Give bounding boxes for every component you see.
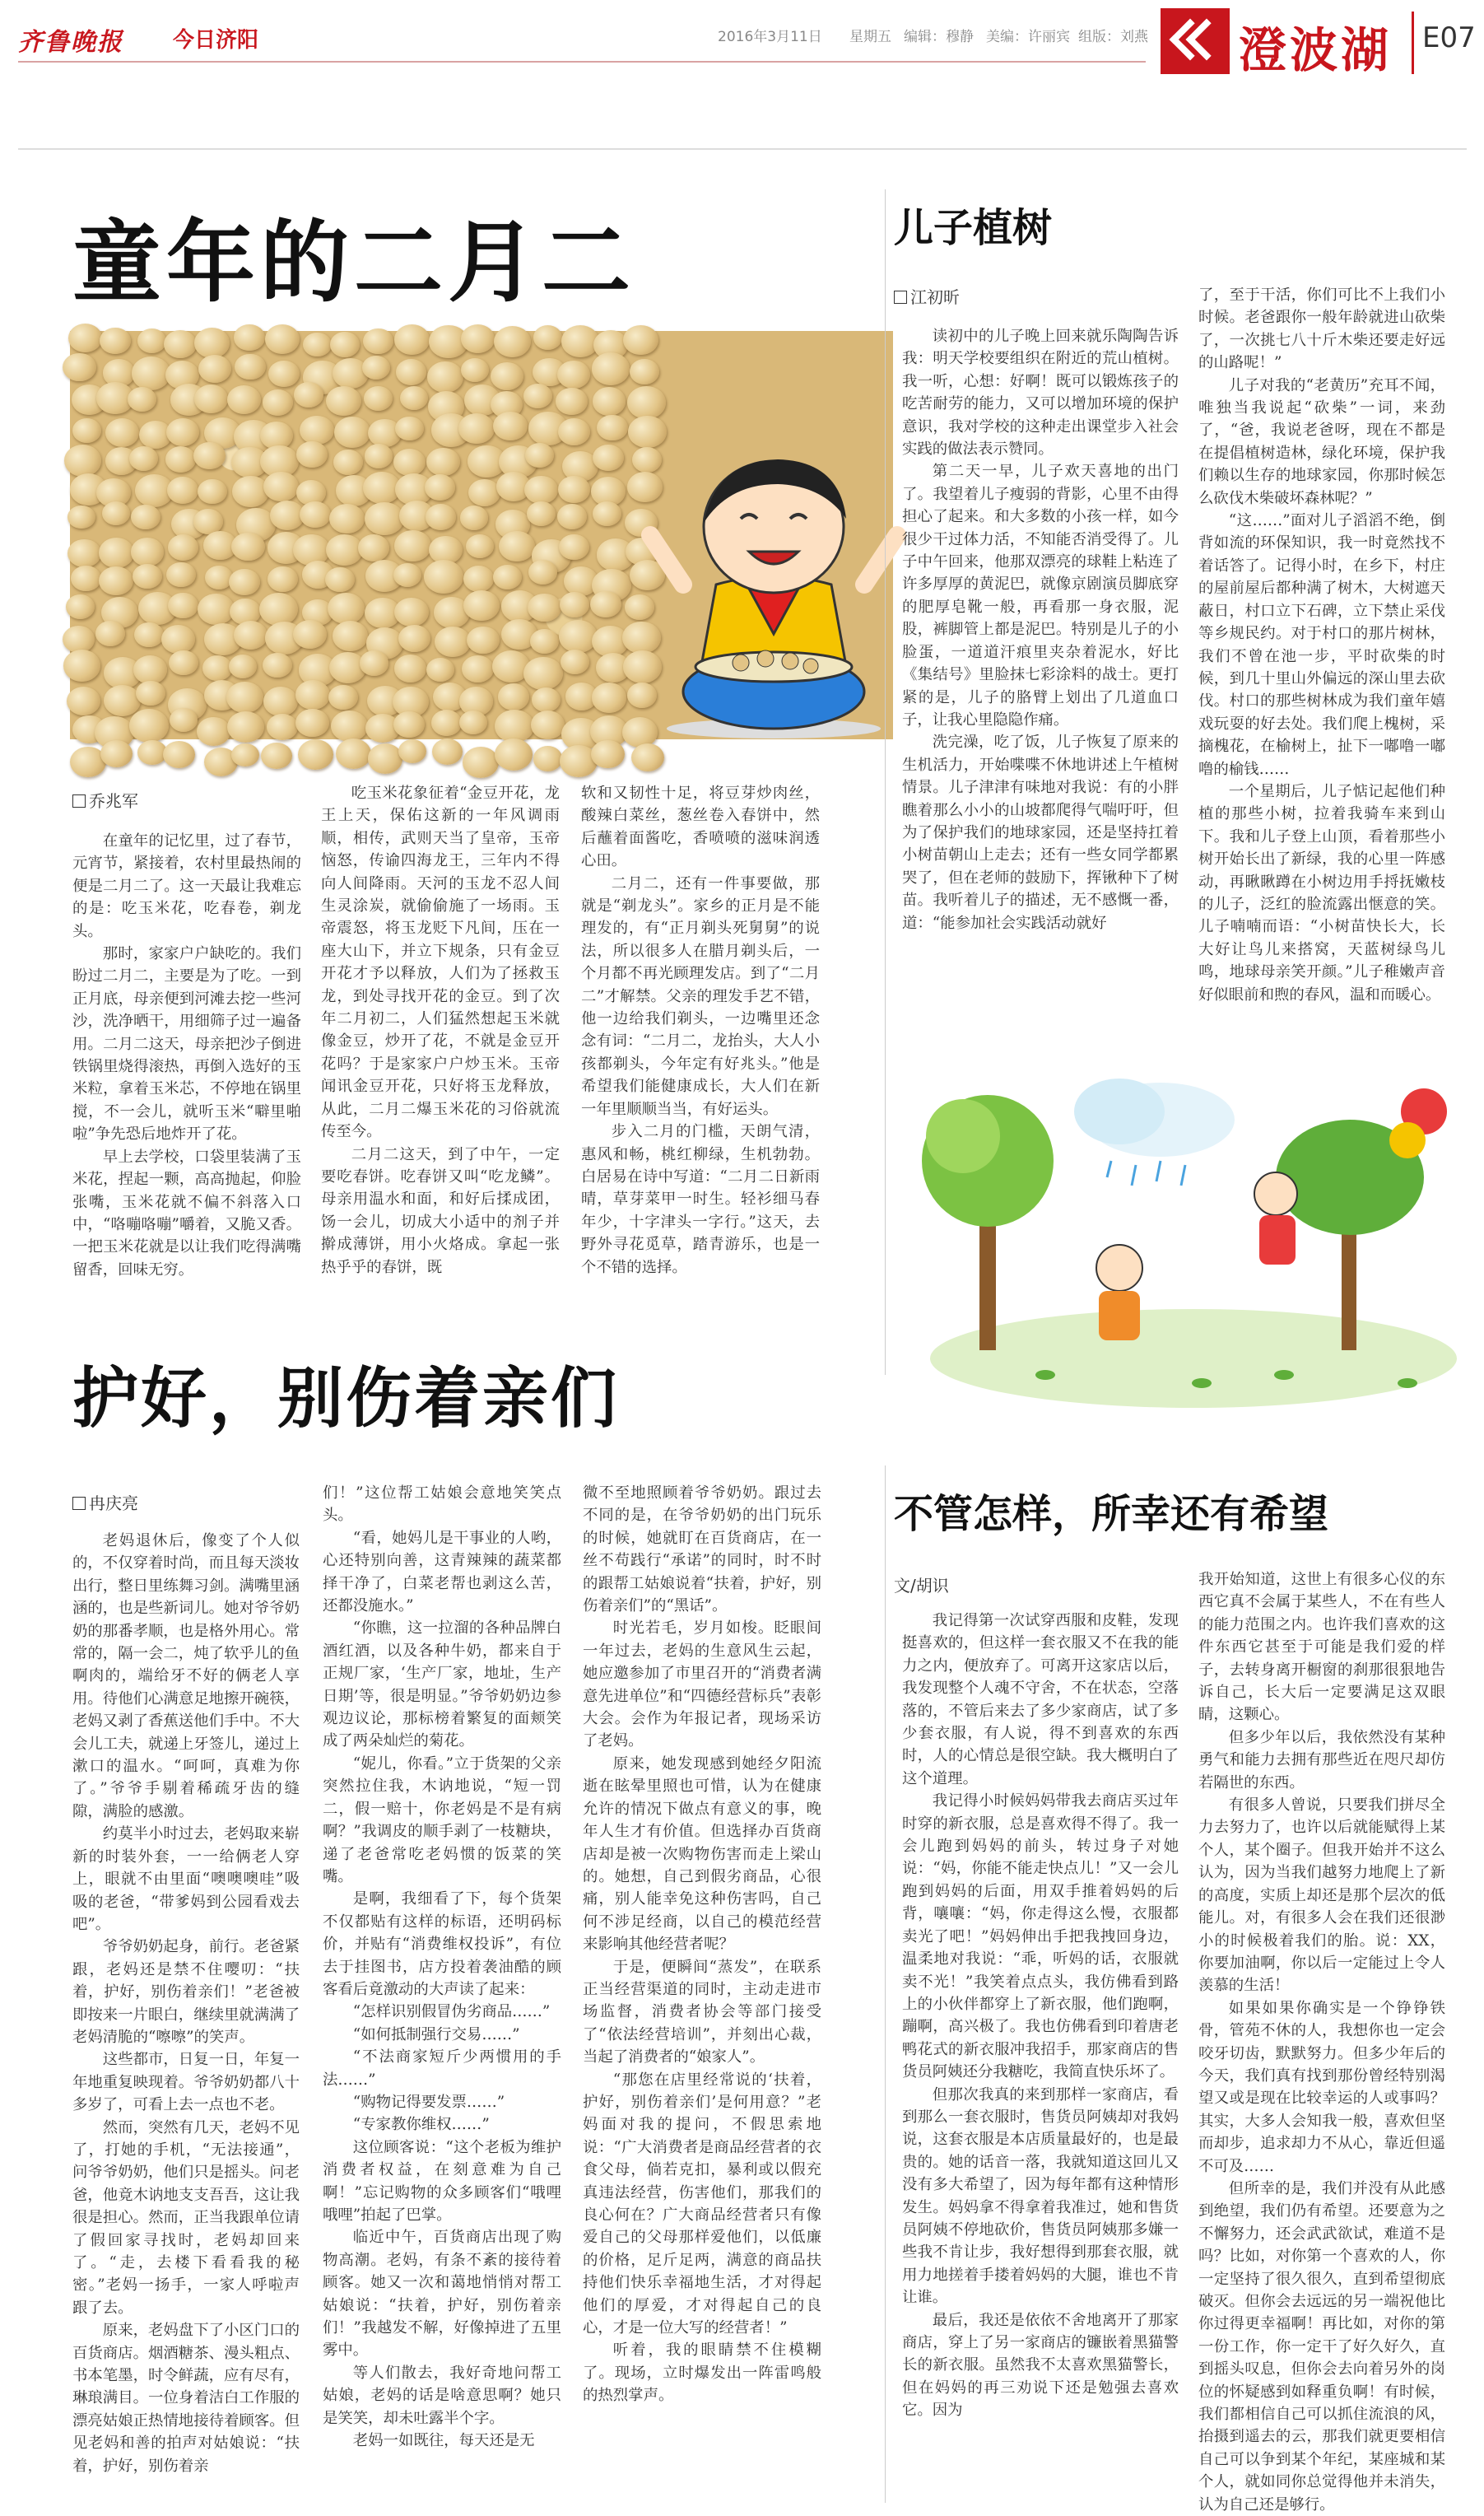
bean-shape (362, 356, 390, 380)
paragraph: 我记得第一次试穿西服和皮鞋，发现挺喜欢的，但这样一套衣服又不在我的能力之内，便放弃了。可离开这家店以后，我发现整个人魂不守舍，不在状态，空落落的，不管后来去了多少家商店，试了多少套衣服，有人说，得不到喜欢的东西时，人的心情总是很空缺。我大概明白了这个道理。 (902, 1612, 1179, 1787)
bean-shape (333, 621, 368, 650)
article3-column-3 (583, 1482, 821, 2501)
bean-shape (328, 685, 358, 711)
bean-shape (325, 567, 355, 592)
bean-shape (365, 444, 393, 468)
bean-shape (263, 472, 299, 501)
bean-shape (394, 324, 430, 355)
bean-shape (467, 627, 500, 655)
bean-shape (170, 708, 198, 732)
bean-shape (263, 653, 292, 678)
bean-shape (328, 593, 365, 624)
bean-shape (129, 446, 158, 471)
bean-shape (533, 746, 562, 771)
bean-shape (556, 388, 587, 415)
bean-shape (334, 417, 371, 448)
paragraph: 我开始知道，这世上有很多心仪的东西它真不会属于某些人，不在有些人的能力范围之内。也许我们喜欢的这件东西它甚至于可能是我们爱的样子，去转身离开橱窗的刹那很狠地告诉自己，长大后一定要满足这双眼睛，这颗心。 (1198, 1571, 1445, 1724)
bean-shape (525, 443, 554, 468)
bean-shape (263, 687, 298, 716)
paragraph: 等人们散去，我好奇地问帮工姑娘，老妈的话是啥意思啊？她只是笑笑，却未吐露半个字。 (323, 2364, 561, 2427)
article1-byline (72, 788, 138, 812)
bean-shape (198, 594, 235, 625)
paragraph: 如果如果你确实是一个铮铮铁骨，管苑不休的人，我想你也一定会咬牙切齿，默默努力。但多少年后的今天，我们真有找到那份曾经特别渴望又或是现在比较幸运的人或事吗？其实，大多人会知我一般，喜欢但坚而却步，追求却力不从心，靠近但遥不可及…… (1198, 1999, 1445, 2175)
paragraph: 原来，老妈盘下了小区门口的百货商店。烟酒糖茶、漫头粗点、书本笔墨，时令鲜蔬，应有尽有，琳琅满目。一位身着洁白工作服的漂亮姑娘正热情地接待着顾客。但见老妈和善的拍声对姑娘说：“扶着，护好，别伤着亲 (72, 2322, 300, 2475)
bean-shape (198, 479, 227, 504)
paragraph: 然而，突然有几天，老妈不见了，打她的手机，“无法接通”，问爷爷奶奶，他们只是摇头。问老爸，他竟木讷地支支吾吾，这让我很是担心。然而，正当我跟单位请了假回家寻找时，老妈却回来了。“走，去楼下看看我的秘密。”老妈一扬手，一家人呼啦声跟了去。 (72, 2118, 300, 2317)
bean-shape (394, 598, 429, 627)
bean-shape (234, 324, 264, 351)
bean-shape (166, 418, 199, 446)
bean-shape (336, 738, 371, 769)
bean-shape (193, 442, 226, 469)
bean-shape (462, 655, 494, 683)
article1-column-1 (72, 830, 301, 1326)
bean-shape (330, 332, 360, 356)
paragraph: “不法商家短斤少两惯用的手法……” (323, 2048, 561, 2089)
paragraph: “这……”面对儿子滔滔不绝，倒背如流的环保知识，我一时竟然找不着话答了。记得小时，在乡下，村庄的屋前屋后都种满了树木，大树遮天蔽日，村口立下石碑，立下禁止采伐等乡规民约。对于村口的那片树林，我们不曾在池一步，平时砍柴的时候，到几十里山外偏远的深山里去砍伐。村口的那些树林成为我们童年嬉戏玩耍的好去处。我们爬上槐树，采摘槐花，在榆树上，扯下一嘟噜一嘟噜的榆钱…… (1198, 512, 1445, 778)
paragraph: 第二天一早，儿子欢天喜地的出门了。我望着儿子瘦弱的背影，心里不由得担心了起来。和大多数的小孩一样，如今很少干过体力活，不知能否消受得了。儿子中午回来，他那双漂亮的球鞋上粘连了许多厚厚的黄泥巴，就像京剧演员脚底穿的肥厚皂靴一般，再看那一身衣服，泥股，裤脚管上都是泥巴。特别是儿子的小脸蛋，一道道汗痕里夹杂着泥水，好比《集结号》里脸抹七彩涂料的战士。更打紧的是，儿子的胳臂上划出了几道血口子，让我心里隐隐作痛。 (902, 463, 1179, 729)
bean-shape (630, 359, 659, 384)
article4-column-1 (902, 1610, 1179, 2501)
header-rule (18, 61, 1146, 63)
bean-shape (424, 560, 463, 594)
bean-shape (426, 504, 456, 530)
bean-shape (426, 448, 460, 477)
paragraph: 微不至地照顾着爷爷奶奶。跟过去不同的是，在爷爷奶奶的出门玩乐的时候，她就盯在百货商店，在一丝不苟践行“承诺”的同时，时不时的跟帮工姑娘说着“扶着，护好，别伤着亲们”的“黑话”。 (583, 1484, 821, 1615)
bean-shape (531, 711, 565, 739)
column-divider (885, 1465, 886, 2503)
bean-shape (95, 621, 125, 646)
bean-shape (398, 625, 430, 652)
bean-shape (267, 566, 298, 593)
paragraph: 最后，我还是依依不舍地离开了那家商店，穿上了另一家商店的镰嵌着黑猫警长的新衣服。虽然我不太喜欢黑猫警长，但在妈妈的再三劝说下还是勉强去喜欢它。因为 (902, 2311, 1179, 2420)
paragraph: 步入二月的门槛，天朗气清，惠风和畅，桃红柳绿，生机勃勃。白居易在诗中写道：“二月二日新雨晴，草芽菜甲一时生。轻衫细马春年少，十字津头一字行。”这天，去野外寻花觅草，踏青游乐，也是一个不错的选择。 (581, 1123, 820, 1276)
byline-square-icon (894, 291, 907, 304)
bean-shape (235, 354, 265, 380)
bean-shape (532, 687, 561, 712)
bean-shape (394, 530, 430, 561)
article1-column-2 (321, 782, 560, 1326)
paragraph: 听着，我的眼睛禁不住模糊了。现场，立时爆发出一阵雷鸣般的热烈掌声。 (583, 2341, 821, 2405)
paragraph: 二月二这天，到了中午，一定要吃春饼。吃春饼又叫“吃龙鳞”。母亲用温水和面，和好后揉成团，饧一会儿，切成大小适中的剂子并擀成薄饼，用小火烙成。拿起一张热乎乎的春饼，既 (321, 1145, 560, 1276)
bean-shape (460, 506, 489, 530)
bean-shape (167, 477, 199, 504)
paragraph: 早上去学校，口袋里装满了玉米花，捏起一颗，高高抛起，仰脸张嘴，玉米花就不偏不斜落入口中，“咯嘣咯嘣”嚼着，又脆又香。一把玉米花就是以让我们吃得满嘴留香，回味无穷。 (72, 1148, 301, 1279)
paragraph: 老妈退休后，像变了个人似的，不仅穿着时尚，而且每天淡妆出行，整日里练舞习剑。满嘴里涵涵的，也是些新词儿。她对爷爷奶奶的那番孝顺，也是格外用心。常常的，隔一会二，炖了软乎儿的鱼啊肉的，端给牙不好的俩老人享用。待他们心满意足地擦开碗筷，老妈又剥了香蕉送他们手中。不大会儿工夫，就递上牙签儿，递过上漱口的温水。“呵呵，真难为你了。”爷爷手剔着稀疏牙齿的缝隙，满脸的感激。 (72, 1532, 300, 1820)
bean-shape (360, 650, 389, 675)
bean-shape (72, 418, 102, 443)
bean-shape (523, 384, 552, 408)
bean-shape (365, 502, 403, 535)
article3-title: 护好，别伤着亲们 (72, 1360, 619, 1437)
bean-shape (265, 324, 300, 354)
bean-shape (368, 743, 403, 773)
paragraph: 原来，她发现感到她经夕阳流逝在眩晕里照也可惜，认为在健康允许的情况下做点有意义的事，晚年人生才有价值。但选择办百货商店却是被一次购物伤害而走上梁山的。她想，自己到假劣商品，心很痛，别人能幸免这种伤害吗，自己何不涉足经商，以自己的模范经营来影响其他经营者呢？ (583, 1754, 821, 1954)
bean-shape (528, 560, 557, 585)
bean-shape (393, 711, 424, 738)
bean-shape (136, 681, 165, 706)
paragraph: 是啊，我细看了下，每个货架不仅都贴有这样的标语，还明码标价，并贴有“消费维权投诉”，有位去于挂图书，店方投着袭油酷的顾客看后竟激动的大声读了起来： (323, 1890, 561, 1998)
bean-shape (458, 413, 494, 444)
bean-shape (231, 533, 265, 561)
bean-shape (495, 738, 533, 771)
article3-author: 冉庆亮 (89, 1493, 138, 1513)
bean-shape (493, 412, 527, 440)
article4-title: 不管怎样，所幸还有希望 (894, 1491, 1329, 1537)
bean-shape (530, 629, 559, 654)
paragraph: “怎样识别假冒伪劣商品……” (352, 2003, 551, 2021)
bean-shape (234, 621, 267, 650)
paragraph: “你瞧，这一拉溜的各种品牌白酒红酒，以及各种牛奶，都来自于正规厂家，‘生产厂家，地址，生产日期’等，很是明显。”爷爷奶奶边参观边议论，那标榜着繁复的面颊笑成了两朵灿烂的菊花。 (323, 1619, 561, 1750)
bean-shape (194, 328, 230, 358)
bean-shape (163, 741, 195, 768)
paragraph: “看，她妈儿是干事业的人哟，心还特别向善，这青辣辣的蔬菜都择干净了，白菜老帮也剥这么苦，还都没施水。” (323, 1529, 561, 1615)
bean-shape (300, 501, 331, 529)
bean-shape (303, 333, 332, 356)
bean-shape (227, 385, 261, 414)
paragraph: 了，至于干活，你们可比不上我们小时候。老爸跟你一般年龄就进山砍柴了，一次挑七八十斤木柴还要走好远的山路呢！” (1198, 287, 1445, 372)
bean-shape (426, 658, 454, 682)
bean-shape (393, 449, 426, 476)
bean-shape (461, 324, 495, 353)
paragraph: 但那次我真的来到那样一家商店，看到那么一套衣服时，售货员阿姨却对我妈说，这套衣服是本店质量最好的，也是最贵的。她的话音一落，我就知道这回儿又没有多大希望了，因为每年都有这种情形发生。妈妈拿不得拿着我准过，她和售货员阿姨不停地砍价，售货员阿姨那多嫌一些我不肯让步，我好想得到那套衣服，就用力地搓着手搂着妈妈的大腿，谁也不肯让谁。 (902, 2085, 1179, 2307)
bean-shape (326, 386, 361, 416)
newspaper-brand: 齐鲁晚报 (18, 28, 123, 57)
paragraph: 时光若毛，岁月如梭。眨眼间一年过去，老妈的生意风生云起，她应邀参加了市里召开的“消费者满意先进单位”和“四德经营标兵”表彰大会。会作为年报记者，现场采访了老妈。 (583, 1619, 821, 1750)
bean-shape (364, 386, 393, 411)
bean-shape (202, 655, 232, 680)
article3-column-2 (323, 1482, 561, 2501)
bean-shape (431, 710, 463, 736)
paragraph: 读初中的儿子晚上回来就乐陶陶告诉我：明天学校要组织在附近的荒山植树。我一听，心想：好啊！既可以锻炼孩子的吃苦耐劳的能力，又可以增加环境的保护意识，我对学校的这种走出课堂步入社会实践的做法表示赞同。 (902, 328, 1179, 459)
bean-shape (631, 743, 664, 771)
header-divider (1412, 12, 1414, 74)
bean-shape (466, 534, 494, 558)
bean-shape (104, 685, 141, 716)
bean-shape (527, 501, 556, 526)
article2-byline (894, 284, 960, 308)
bean-shape (293, 620, 327, 649)
bean-shape (395, 417, 424, 441)
bean-shape (100, 328, 130, 354)
paragraph: 二月二，还有一件事要做，那就是“剃龙头”。家乡的正月是不能理发的，有“正月剃头死舅舅”的说法，所以很多人在腊月剃头后，一个月都不再光顾理发店。到了“二月二”才解禁。父亲的理发手艺不错，他一边给我们剃头，一边嘴里还念念有词：“二月二，龙抬头，大人小孩都剃头，今年定有好兆头。”他是希望我们能健康成长，大人们在新一年里顺顺当当，有好运头。 (581, 874, 820, 1118)
paragraph: “那您在店里经常说的‘扶着，护好，别伤着亲们’是何用意？”老妈面对我的提问，不假思索地说：“广大消费者是商品经营者的衣食父母，倘若克扣，暴利或以假充真违法经营，伤害他们，那我们的良心何在？广大商品经营者只有像爱自己的父母那样爱他们，以低廉的价格，足斤足两，满意的商品扶持他们快乐幸福地生活，才对得起他们的厚爱，才对得起自己的良心，才是一位大写的经营者！” (583, 2071, 821, 2337)
bean-shape (627, 386, 666, 419)
bean-shape (561, 650, 589, 674)
bean-shape (592, 352, 630, 385)
bean-shape (268, 361, 300, 387)
bean-shape (133, 655, 167, 684)
art-credit: 美编：许丽宾 (986, 29, 1070, 45)
bean-shape (132, 356, 170, 389)
bean-shape (499, 531, 535, 561)
article3-byline (72, 1490, 138, 1514)
tree-planting-illustration (914, 1062, 1473, 1416)
bean-shape (229, 655, 257, 678)
bean-shape (295, 680, 330, 710)
bean-shape (597, 415, 627, 441)
bean-shape (67, 687, 100, 715)
bean-shape (394, 655, 427, 683)
top-rule (18, 148, 1467, 150)
article4-byline: 文/胡识 (894, 1576, 949, 1596)
bean-shape (164, 330, 197, 358)
bean-shape (498, 683, 529, 710)
bean-shape (398, 739, 426, 763)
bean-shape (64, 445, 102, 477)
bean-shape (63, 626, 95, 653)
column-chevron-icon (1161, 8, 1230, 74)
bean-shape (229, 569, 259, 595)
paragraph: 有很多人曾说，只要我们拼尽全力去努力了，也许以后就能赋得上某个人，某个圈子。但我开始并不这么认为，因为当我们越努力地爬上了新的高度，实质上却还是那个层次的低能儿。对，有很多人会在我们还很渺小的时候极着我们的胎。说：XX，你要加油啊，你以后一定能过上令人羡慕的生活！ (1198, 1796, 1445, 1995)
bean-shape (226, 682, 263, 713)
bean-shape (66, 594, 95, 619)
bean-shape (491, 362, 523, 390)
article1-title: 童年的二月二 (72, 212, 636, 314)
bean-shape (232, 476, 268, 507)
bean-shape (427, 361, 463, 393)
bean-shape (71, 566, 100, 591)
page-header (0, 0, 1484, 91)
bean-shape (463, 566, 494, 592)
paragraph: “妮儿，你看。”立于货架的父亲突然拉住我，木讷地说，“短一罚二，假一赔十，你老妈是不是有病啊？”我调皮的顺手剥了一枝糖块，递了老爸常吃老妈惯的饭菜的笑嘴。 (323, 1754, 561, 1885)
paragraph: “购物记得要发票……” (352, 2093, 505, 2111)
bean-shape (63, 353, 95, 381)
bean-shape (533, 325, 562, 350)
paragraph: 那时，家家户户缺吃的。我们盼过二月二，主要是为了吃。一到正月底，母亲便到河滩去挖一些河沙，洗净晒干，用细筛子过一遍备用。二月二这天，母亲把沙子倒进铁锅里烧得滚热，再倒入选好的玉米粒，拿着玉米芯，不停地在锅里搅，不一会儿，就听玉米“噼里啪啦”争先恐后地炸开了花。 (72, 945, 301, 1144)
layout-credit: 组版：刘燕 (1078, 29, 1148, 45)
bean-shape (558, 418, 590, 446)
paragraph: 这位顾客说：“这个老板为维护消费者权益，在刻意难为自己啊！”忘记购物的众多顾客们“哦哩哦哩”拍起了巴掌。 (323, 2138, 561, 2224)
byline-square-icon (72, 794, 86, 808)
paragraph: 但多少年以后，我依然没有某种勇气和能力去拥有那些近在咫尺却仿若隔世的东西。 (1198, 1728, 1445, 1791)
article1-column-3 (581, 782, 820, 1326)
bean-shape (559, 534, 589, 561)
bean-shape (557, 504, 587, 529)
column-name: 澄波湖 (1239, 22, 1393, 78)
section-name: 今日济阳 (173, 28, 259, 53)
paragraph: 吃玉米花象征着“金豆开花，龙王上天，保佑这新的一年风调雨顺，相传，武则天当了皇帝，玉帝恼怒，传谕四海龙王，三年内不得向人间降雨。天河的玉龙不忍人间生灵涂炭，就偷偷施了一场雨。玉帝震怒，将玉龙贬下凡间，压在一座大山下，并立下规条，只有金豆开花才予以释放，人们为了拯救玉龙，到处寻找开花的金豆。到了次年二月初二，人们猛然想起玉米就像金豆，炒开了花，不就是金豆开花吗？于是家家户户炒玉米。玉帝闻讯金豆开花，只好将玉龙释放，从此，二月二爆玉米花的习俗就流传至今。 (321, 785, 560, 1141)
bean-shape (263, 389, 293, 416)
article2-title: 儿子植树 (894, 205, 1053, 251)
bean-shape (100, 740, 133, 767)
bean-shape (261, 743, 291, 769)
paragraph: “专家教你维权……” (352, 2116, 490, 2134)
bean-shape (169, 650, 198, 675)
bean-shape (259, 593, 298, 626)
bean-shape (461, 358, 489, 382)
paragraph: 在童年的记忆里，过了春节，元宵节，紧接着，农村里最热闹的便是二月二了。这一天最让我难忘的是：吃玉米花，吃春卷，剃龙头。 (72, 832, 301, 940)
article4-column-2 (1198, 1568, 1445, 2514)
bean-shape (400, 386, 428, 410)
bean-shape (329, 504, 365, 533)
bean-shape (393, 563, 421, 587)
paragraph: 于是，便瞬间“蒸发”，在联系正当经营渠道的同时，主动走进市场监督，消费者协会等部门接受了“依法经营培训”，并刻出心裁，当起了消费者的“娘家人”。 (583, 1958, 821, 2066)
bean-shape (102, 501, 130, 525)
article2-author: 江初昕 (910, 287, 960, 307)
paragraph: 这些都市，日复一日，年复一年地重复映现着。爷爷奶奶都八十多岁了，可看上去一点也不老。 (72, 2051, 300, 2114)
bean-shape (298, 739, 333, 770)
bean-shape (294, 382, 323, 408)
bean-shape (396, 359, 426, 384)
bean-shape (523, 657, 563, 690)
bean-shape (67, 539, 100, 567)
bean-shape (592, 683, 627, 712)
bean-shape (134, 622, 163, 647)
bean-shape (593, 387, 626, 415)
bean-shape (494, 326, 531, 357)
issue-weekday: 星期五 (849, 29, 891, 45)
paragraph: 儿子对我的“老黄历”充耳不闻，唯独当我说起“砍柴”一词，来劲了，“爸，我说老爸呀，现在不都是在提倡植树造林，绿化环境，保护我们赖以生存的地球家园，你那时候怎么砍伐木柴破坏森林呢？” (1198, 376, 1445, 507)
bean-shape (593, 501, 622, 526)
article1-author: 乔兆军 (89, 791, 138, 811)
bean-shape (166, 562, 195, 587)
bean-shape (435, 627, 472, 658)
bean-shape (591, 740, 624, 768)
boy-illustration (634, 428, 914, 741)
bean-shape (463, 747, 499, 778)
paragraph: 爷爷奶奶起身，前行。老爸紧跟，老妈还是禁不住嘤叨：“扶着，护好，别伤着亲们！”老爸被即按来一片眼白，继续里就满满了老妈清脆的“嚓嚓”的笑声。 (72, 1938, 300, 2046)
bean-shape (363, 328, 393, 354)
article2-column-1 (902, 325, 1179, 1054)
bean-shape (197, 717, 230, 745)
page-number: E07 (1422, 21, 1476, 54)
paragraph: 洗完澡，吃了饭，儿子恢复了原来的生机活力，开始喋喋不休地讲述上午植树情景。儿子津津有味地对我说：有的小胖瞧着那么小小的山坡都爬得气喘吁吁，但为了保护我们的地球家园，还是坚持扛着小树苗朝山上走去；还有一些女同学都累哭了，但在老师的鼓励下，挥锹种下了树苗。我听着儿子的描述，无不感慨一番，道：“能参加社会实践活动就好 (902, 734, 1179, 932)
bean-shape (198, 355, 231, 383)
paragraph: “如何抵制强行交易……” (352, 2025, 520, 2043)
bean-shape (326, 534, 363, 566)
bean-shape (296, 441, 327, 468)
bean-shape (161, 625, 195, 654)
bean-shape (63, 650, 100, 681)
article2-column-2 (1198, 284, 1445, 1054)
bean-shape (67, 506, 95, 529)
bean-shape (194, 384, 228, 413)
bean-shape (99, 538, 134, 568)
bean-shape (68, 324, 102, 352)
bean-shape (524, 476, 557, 504)
bean-shape (131, 538, 165, 566)
bean-shape (131, 505, 160, 529)
bean-shape (593, 445, 624, 471)
editor-credit: 编辑：穆静 (904, 29, 974, 45)
bean-shape (168, 593, 198, 618)
bean-shape (425, 474, 455, 501)
bean-shape (623, 325, 658, 356)
byline-square-icon (72, 1497, 86, 1510)
paragraph: 一个星期后，儿子惦记起他们种植的那些小树，拉着我骑车来到山下。我和儿子登上山顶，看着那些小树开始长出了新绿，我的心里一阵感动，再瞅瞅蹲在小树边用手捋抚嫩枝的儿子，泛红的脸流露出惬意的笑。儿子喃喃而语：“小树苗快长大，长大好让鸟儿来搭窝，天蓝树绿鸟儿鸣，地球母亲笑开颜。”儿子稚嫩声音好似眼前和煦的春风，温和而暖心。 (1198, 782, 1445, 1004)
paragraph: 软和又韧性十足，将豆芽炒肉丝，酸辣白菜丝，葱丝卷入春饼中，然后蘸着面酱吃，香喷喷的滋味润透心田。 (581, 785, 820, 870)
bean-shape (331, 711, 368, 742)
bean-shape (459, 711, 487, 734)
bean-shape (227, 711, 264, 743)
bean-shape (129, 709, 169, 742)
bean-shape (295, 709, 329, 738)
bean-shape (463, 590, 500, 621)
bean-shape (267, 714, 298, 740)
bean-shape (358, 534, 389, 561)
issue-date: 2016年3月11日 (718, 29, 822, 45)
bean-shape (137, 328, 166, 353)
bean-shape (432, 738, 463, 765)
column-divider (885, 189, 886, 1375)
article3-column-1 (72, 1530, 300, 2501)
bean-shape (133, 564, 161, 589)
bean-shape (99, 566, 133, 596)
bean-shape (128, 387, 156, 412)
paragraph: 我记得小时候妈妈带我去商店买过年时穿的新衣服，总是喜欢得不得了。我一会儿跑到妈妈的前头，转过身子对她说：“妈，你能不能走快点儿！”又一会儿跑到妈妈的后面，用双手推着妈妈的后背，嚷嚷：“妈，你走得这么慢，衣服都卖光了吧！”妈妈伸出手把我拽回身边，温柔地对我说：“乖，听妈的话，衣服就卖不光！”我笑着点点头，我仿佛看到路上的小伙伴都穿上了新衣服，他们跑啊，蹦啊，高兴极了。我也仿佛看到印着唐老鸭花式的新衣服冲我招手，那家商店的售货员阿姨还分我糖吃，我简直快乐坏了。 (902, 1792, 1179, 2081)
bean-shape (560, 592, 589, 617)
paragraph: 约莫半小时过去，老妈取来崭新的时装外套，一一给俩老人穿上，眼就不由里面“噢噢噢哇”吸吸的老爸，“带爹妈到公园看戏去吧”。 (72, 1825, 300, 1933)
paragraph: 们！”这位帮工姑娘会意地笑笑点头。 (323, 1484, 561, 1525)
bean-shape (231, 743, 259, 767)
bean-shape (105, 418, 139, 447)
bean-shape (300, 416, 334, 445)
paragraph: 老妈一如既往，每天还是无 (352, 2432, 535, 2450)
paragraph: 但所幸的是，我们并没有从此感到绝望，我们仍有希望。还要意为之不懈努力，还会武武欲试，难道不是吗？比如，对你第一个喜欢的人，你一定坚持了很久很久，直到希望彻底破灭。但你会去远远的另一端祝他比你过得更幸福啊！再比如，对你的第一份工作，你一定干了好久好久，直到摇头叹息，但你会去向着另外的岗位的怀疑感到如释重负啊！有时候，我们都相信自己可以抓住流浪的风，抬摄到遥去的云，那我们就更要相信自己可以争到某个年纪，某座城和某个人，就如同你总觉得他并未消失，认为自己还是够行。 (1198, 2179, 1445, 2514)
bean-shape (168, 534, 199, 561)
bean-shape (557, 361, 591, 389)
bean-shape (528, 594, 561, 622)
bean-shape (558, 476, 589, 503)
bean-shape (468, 479, 500, 506)
bean-shape (590, 591, 621, 617)
bean-shape (333, 450, 363, 474)
bean-shape (165, 446, 197, 473)
paragraph: 临近中午，百货商店出现了购物高潮。老妈，有条不紊的接待着顾客。她又一次和蔼地悄悄对帮工姑娘说：“扶着，护好，别伤着亲们！”我越发不解，好像掉进了五里雾中。 (323, 2229, 561, 2360)
bean-shape (493, 565, 523, 589)
